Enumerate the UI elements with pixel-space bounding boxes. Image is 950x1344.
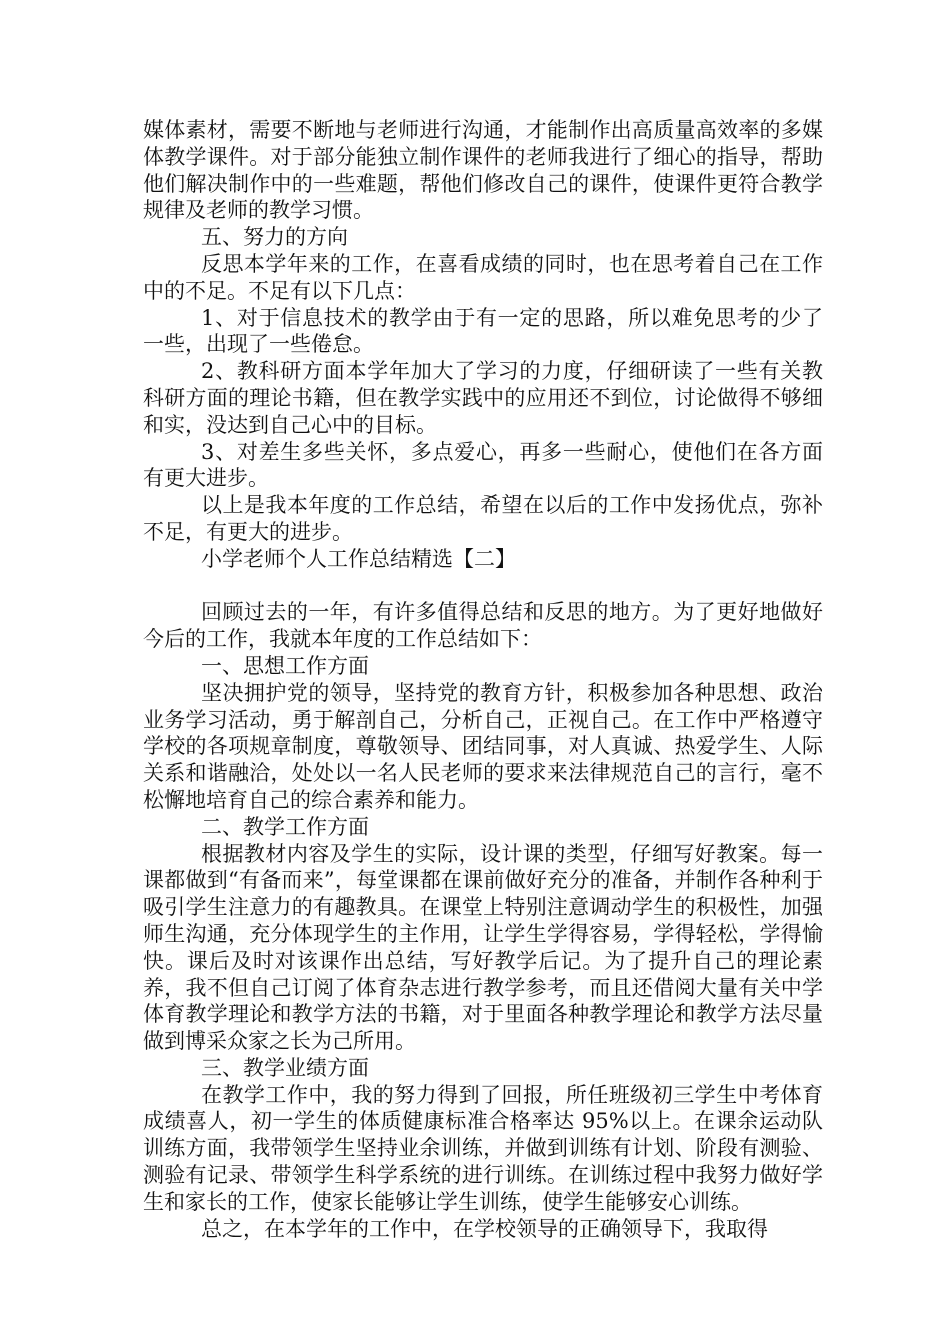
paragraph-truncated: 总之，在本学年的工作中，在学校领导的正确领导下，我取得 [201, 1216, 768, 1241]
document-body [143, 117, 823, 1242]
paragraph-continued: 媒体素材，需要不断地与老师进行沟通，才能制作出高质量高效率的多媒体教学课件。对于部分能独立制作课件的老师我进行了细心的指导，帮助他们解决制作中的一些难题，帮他们修改自己的课件，使课件更符合教学规律及老师的教学习惯。 [143, 118, 823, 223]
list-item-1: 1、对于信息技术的教学由于有一定的思路，所以难免思考的少了一些，出现了一些倦怠。 [143, 305, 823, 357]
section-heading-3: 三、教学业绩方面 [201, 1055, 369, 1080]
section-heading-1: 一、思想工作方面 [201, 653, 369, 678]
article-title: 小学老师个人工作总结精选【二】 [201, 546, 516, 571]
list-item-2: 2、教科研方面本学年加大了学习的力度，仔细研读了一些有关教科研方面的理论书籍，但在教学实践中的应用还不到位，讨论做得不够细和实，没达到自己心中的目标。 [143, 359, 823, 437]
paragraph: 根据教材内容及学生的实际，设计课的类型，仔细写好教案。每一课都做到“有备而来”，每堂课都在课前做好充分的准备，并制作各种利于吸引学生注意力的有趣教具。在课堂上特别注意调动学生的积极性，加强师生沟通，充分体现学生的主作用，让学生学得容易，学得轻松，学得愉快。课后及时对该课作出总结，写好教学后记。为了提升自己的理论素养，我不但自己订阅了体育杂志进行教学参考，而且还借阅大量有关中学体育教学理论和教学方法的书籍，对于里面各种教学理论和教学方法尽量做到博采众家之长为己所用。 [143, 841, 823, 1054]
paragraph: 反思本学年来的工作，在喜看成绩的同时，也在思考着自己在工作中的不足。不足有以下几点： [143, 251, 823, 303]
paragraph: 在教学工作中，我的努力得到了回报，所任班级初三学生中考体育成绩喜人，初一学生的体质健康标准合格率达 95%以上。在课余运动队训练方面，我带领学生坚持业余训练，并做到训练有计划、阶段有测验、测验有记录、带领学生科学系统的进行训练。在训练过程中我努力做好学生和家长的工作，使家长能够让学生训练，使学生能够安心训练。 [143, 1082, 823, 1214]
list-item-3: 3、对差生多些关怀，多点爱心，再多一些耐心，使他们在各方面有更大进步。 [143, 439, 823, 491]
paragraph-intro: 回顾过去的一年，有许多值得总结和反思的地方。为了更好地做好今后的工作，我就本年度的工作总结如下： [143, 600, 823, 652]
section-heading-2: 二、教学工作方面 [201, 814, 369, 839]
paragraph: 坚决拥护党的领导，坚持党的教育方针，积极参加各种思想、政治业务学习活动，勇于解剖自己，分析自己，正视自己。在工作中严格遵守学校的各项规章制度，尊敬领导、团结同事，对人真诚、热爱学生、人际关系和谐融洽，处处以一名人民老师的要求来法律规范自己的言行，毫不松懈地培育自己的综合素养和能力。 [143, 680, 823, 812]
paragraph-conclusion: 以上是我本年度的工作总结，希望在以后的工作中发扬优点，弥补不足，有更大的进步。 [143, 493, 823, 544]
section-heading-5: 五、努力的方向 [201, 225, 348, 250]
blank-line [143, 573, 823, 600]
